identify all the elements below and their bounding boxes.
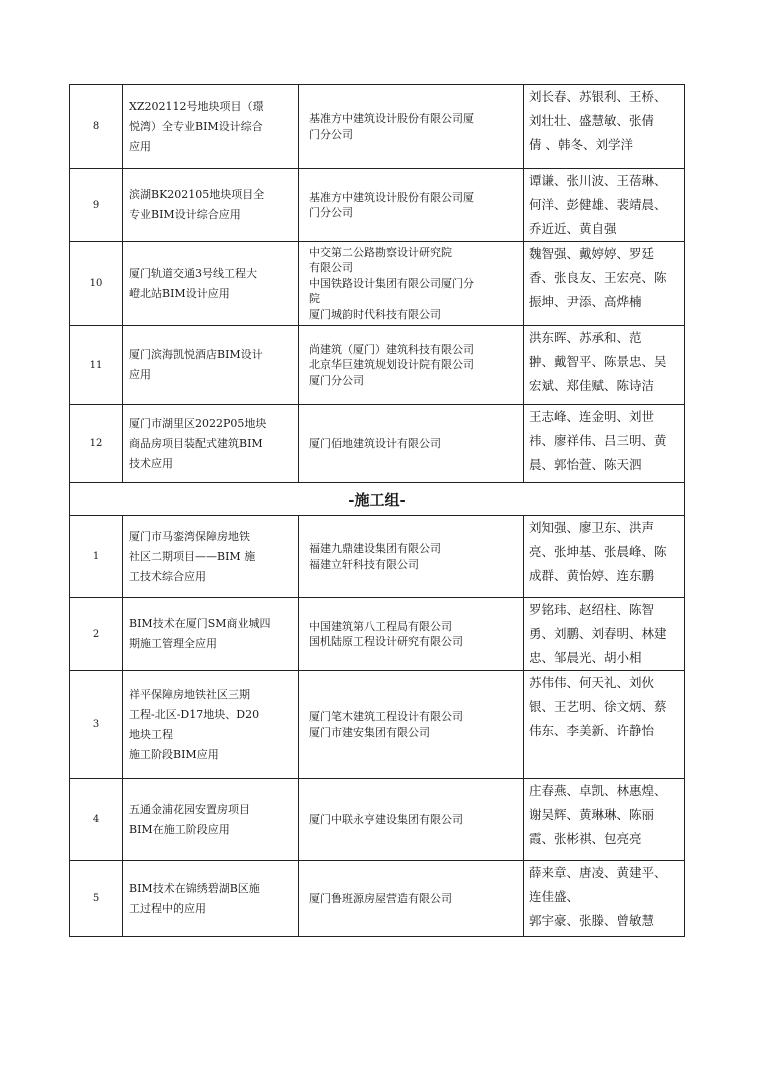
table-row	[70, 779, 685, 861]
team-members-line: 宏斌、郑佳赋、陈诗洁	[529, 378, 655, 393]
team-members-line: 连佳盛、	[529, 889, 580, 904]
project-name-cell	[123, 671, 299, 779]
team-members-line: 苏伟伟、何天礼、刘伙	[529, 675, 655, 690]
team-members-line: 何洋、彭健雄、裴靖晨、	[529, 197, 667, 212]
team-members-cell	[524, 242, 685, 326]
company-line: 厦门笔木建筑工程设计有限公司	[309, 710, 463, 723]
company-line: 门分公司	[309, 127, 353, 141]
company-cell	[299, 516, 524, 598]
project-name-line: 期施工管理全应用	[129, 637, 217, 650]
team-members-cell	[524, 598, 685, 671]
company-cell	[299, 326, 524, 405]
project-name-cell	[123, 169, 299, 242]
company-line: 基准方中建筑设计股份有限公司厦	[309, 190, 474, 204]
team-members-cell	[524, 861, 685, 937]
table-row	[70, 169, 685, 242]
project-name-cell	[123, 598, 299, 671]
team-members-cell	[524, 405, 685, 483]
company-cell	[299, 169, 524, 242]
company-line: 厦门城韵时代科技有限公司	[309, 307, 441, 321]
project-name-line: 技术应用	[129, 456, 173, 470]
table-row	[70, 671, 685, 779]
company-line: 基准方中建筑设计股份有限公司厦	[309, 112, 474, 125]
award-table	[69, 84, 685, 937]
team-members-line: 香、张良友、王宏亮、陈	[529, 270, 667, 285]
team-members-line: 郭宇豪、张滕、曾敏慧	[529, 913, 655, 928]
project-name-line: 地块工程	[129, 727, 173, 741]
project-name-line: 厦门市马銮湾保障房地铁	[129, 529, 250, 543]
team-members-line: 乔近近、黄自强	[529, 221, 617, 236]
project-name-cell	[123, 861, 299, 937]
team-members-line: 忠、邹晨光、胡小相	[529, 650, 642, 665]
team-members-line: 刘知强、廖卫东、洪声	[529, 520, 655, 535]
section-row	[70, 483, 685, 516]
company-line: 有限公司	[309, 261, 353, 275]
table-row	[70, 598, 685, 671]
team-members-line: 洪东晖、苏承和、范	[529, 330, 642, 345]
row-number: 12	[70, 405, 123, 483]
company-line: 门分公司	[309, 206, 353, 219]
table-row	[70, 861, 685, 937]
team-members-cell	[524, 516, 685, 598]
team-members-line: 薛来章、唐凌、黄建平、	[529, 865, 667, 880]
project-name-line: 厦门滨海凯悦酒店BIM设计	[129, 348, 263, 361]
company-line: 厦门分公司	[309, 373, 364, 387]
project-name-cell	[123, 242, 299, 326]
team-members-cell	[524, 671, 685, 779]
company-line: 院	[309, 292, 320, 306]
project-name-line: 工程-北区-D17地块、D20	[129, 707, 260, 721]
project-name-line: 厦门轨道交通3号线工程大	[129, 266, 257, 280]
project-name-line: 工技术综合应用	[129, 569, 206, 583]
team-members-line: 倩 、韩冬、刘学洋	[529, 137, 633, 152]
team-members-cell	[524, 779, 685, 861]
team-members-line: 晨、郭怡萱、陈天泗	[529, 457, 642, 472]
project-name-line: 祥平保障房地铁社区三期	[129, 687, 250, 701]
team-members-line: 勇、刘鹏、刘春明、林建	[529, 626, 667, 641]
team-members-cell	[524, 85, 685, 169]
project-name-cell	[123, 405, 299, 483]
company-cell	[299, 405, 524, 483]
team-members-line: 谭谦、张川波、王蓓琳、	[529, 173, 667, 188]
section-title: -施工组-	[70, 483, 685, 516]
team-members-line: 亮、张坤基、张晨峰、陈	[529, 544, 667, 559]
team-members-line: 庄春燕、卓凯、林惠煌、	[529, 783, 667, 798]
row-number: 5	[70, 861, 123, 937]
team-members-line: 成群、黄怡婷、连东鹏	[529, 568, 655, 583]
project-name-line: 悦湾）全专业BIM设计综合	[129, 119, 263, 133]
company-line: 福建九鼎建设集团有限公司	[309, 542, 441, 555]
project-name-line: 滨湖BK202105地块项目全	[129, 188, 265, 201]
project-name-line: BIM在施工阶段应用	[129, 822, 230, 836]
company-line: 厦门中联永亨建设集团有限公司	[309, 812, 463, 826]
project-name-line: BIM技术在锦绣碧湖B区施	[129, 881, 260, 895]
company-line: 厦门鲁班源房屋营造有限公司	[309, 891, 452, 905]
company-cell	[299, 85, 524, 169]
team-members-line: 霞、张彬祺、包亮亮	[529, 831, 642, 846]
row-number: 10	[70, 242, 123, 326]
team-members-line: 刘壮壮、盛慧敏、张倩	[529, 113, 655, 128]
project-name-cell	[123, 516, 299, 598]
team-members-line: 祎、廖祥伟、吕三明、黄	[529, 433, 667, 448]
row-number: 4	[70, 779, 123, 861]
project-name-cell	[123, 326, 299, 405]
row-number: 11	[70, 326, 123, 405]
company-line: 福建立轩科技有限公司	[309, 557, 419, 571]
team-members-line: 振坤、尹添、高烨楠	[529, 294, 642, 309]
table-row	[70, 85, 685, 169]
project-name-line: 施工阶段BIM应用	[129, 747, 219, 761]
team-members-line: 王志峰、连金明、刘世	[529, 409, 655, 424]
project-name-line: BIM技术在厦门SM商业城四	[129, 617, 271, 630]
project-name-line: XZ202112号地块项目（璟	[129, 99, 264, 113]
project-name-line: 商品房项目装配式建筑BIM	[129, 436, 263, 450]
row-number: 1	[70, 516, 123, 598]
company-line: 中交第二公路勘察设计研究院	[309, 245, 452, 259]
project-name-cell	[123, 85, 299, 169]
company-cell	[299, 242, 524, 326]
company-line: 北京华巨建筑规划设计院有限公司	[309, 358, 474, 372]
project-name-line: 厦门市湖里区2022P05地块	[129, 416, 267, 430]
table-row	[70, 326, 685, 405]
company-line: 厦门佰地建筑设计有限公司	[309, 436, 441, 450]
company-cell	[299, 671, 524, 779]
company-line: 国机陆原工程设计研究有限公司	[309, 635, 463, 648]
row-number: 9	[70, 169, 123, 242]
project-name-line: 工过程中的应用	[129, 901, 206, 915]
team-members-line: 罗铭玮、赵绍柱、陈智	[529, 602, 655, 617]
row-number: 8	[70, 85, 123, 169]
team-members-line: 伟东、李美新、许静怡	[529, 723, 655, 738]
project-name-line: 嶝北站BIM设计应用	[129, 286, 230, 300]
company-cell	[299, 779, 524, 861]
project-name-line: 应用	[129, 368, 151, 381]
table-row	[70, 242, 685, 326]
team-members-line: 刘长春、苏银利、王桥、	[529, 89, 667, 104]
company-cell	[299, 861, 524, 937]
row-number: 2	[70, 598, 123, 671]
project-name-line: 社区二期项目——BIM 施	[129, 549, 256, 563]
team-members-cell	[524, 169, 685, 242]
company-line: 中国建筑第八工程局有限公司	[309, 619, 452, 633]
table-row	[70, 405, 685, 483]
team-members-line: 魏智强、戴婷婷、罗廷	[529, 246, 655, 261]
project-name-line: 五通金浦花园安置房项目	[129, 802, 250, 816]
project-name-line: 应用	[129, 139, 151, 153]
company-line: 中国铁路设计集团有限公司厦门分	[309, 276, 474, 290]
company-line: 厦门市建安集团有限公司	[309, 725, 430, 739]
team-members-line: 翀、戴智平、陈景忠、吴	[529, 354, 667, 369]
team-members-cell	[524, 326, 685, 405]
award-table-body	[70, 85, 685, 937]
project-name-line: 专业BIM设计综合应用	[129, 208, 241, 221]
company-cell	[299, 598, 524, 671]
company-line: 尚建筑（厦门）建筑科技有限公司	[309, 342, 474, 356]
team-members-line: 谢吴辉、黄琳琳、陈丽	[529, 807, 655, 822]
team-members-line: 银、王艺明、徐文炳、蔡	[529, 699, 667, 714]
project-name-cell	[123, 779, 299, 861]
row-number: 3	[70, 671, 123, 779]
table-row	[70, 516, 685, 598]
